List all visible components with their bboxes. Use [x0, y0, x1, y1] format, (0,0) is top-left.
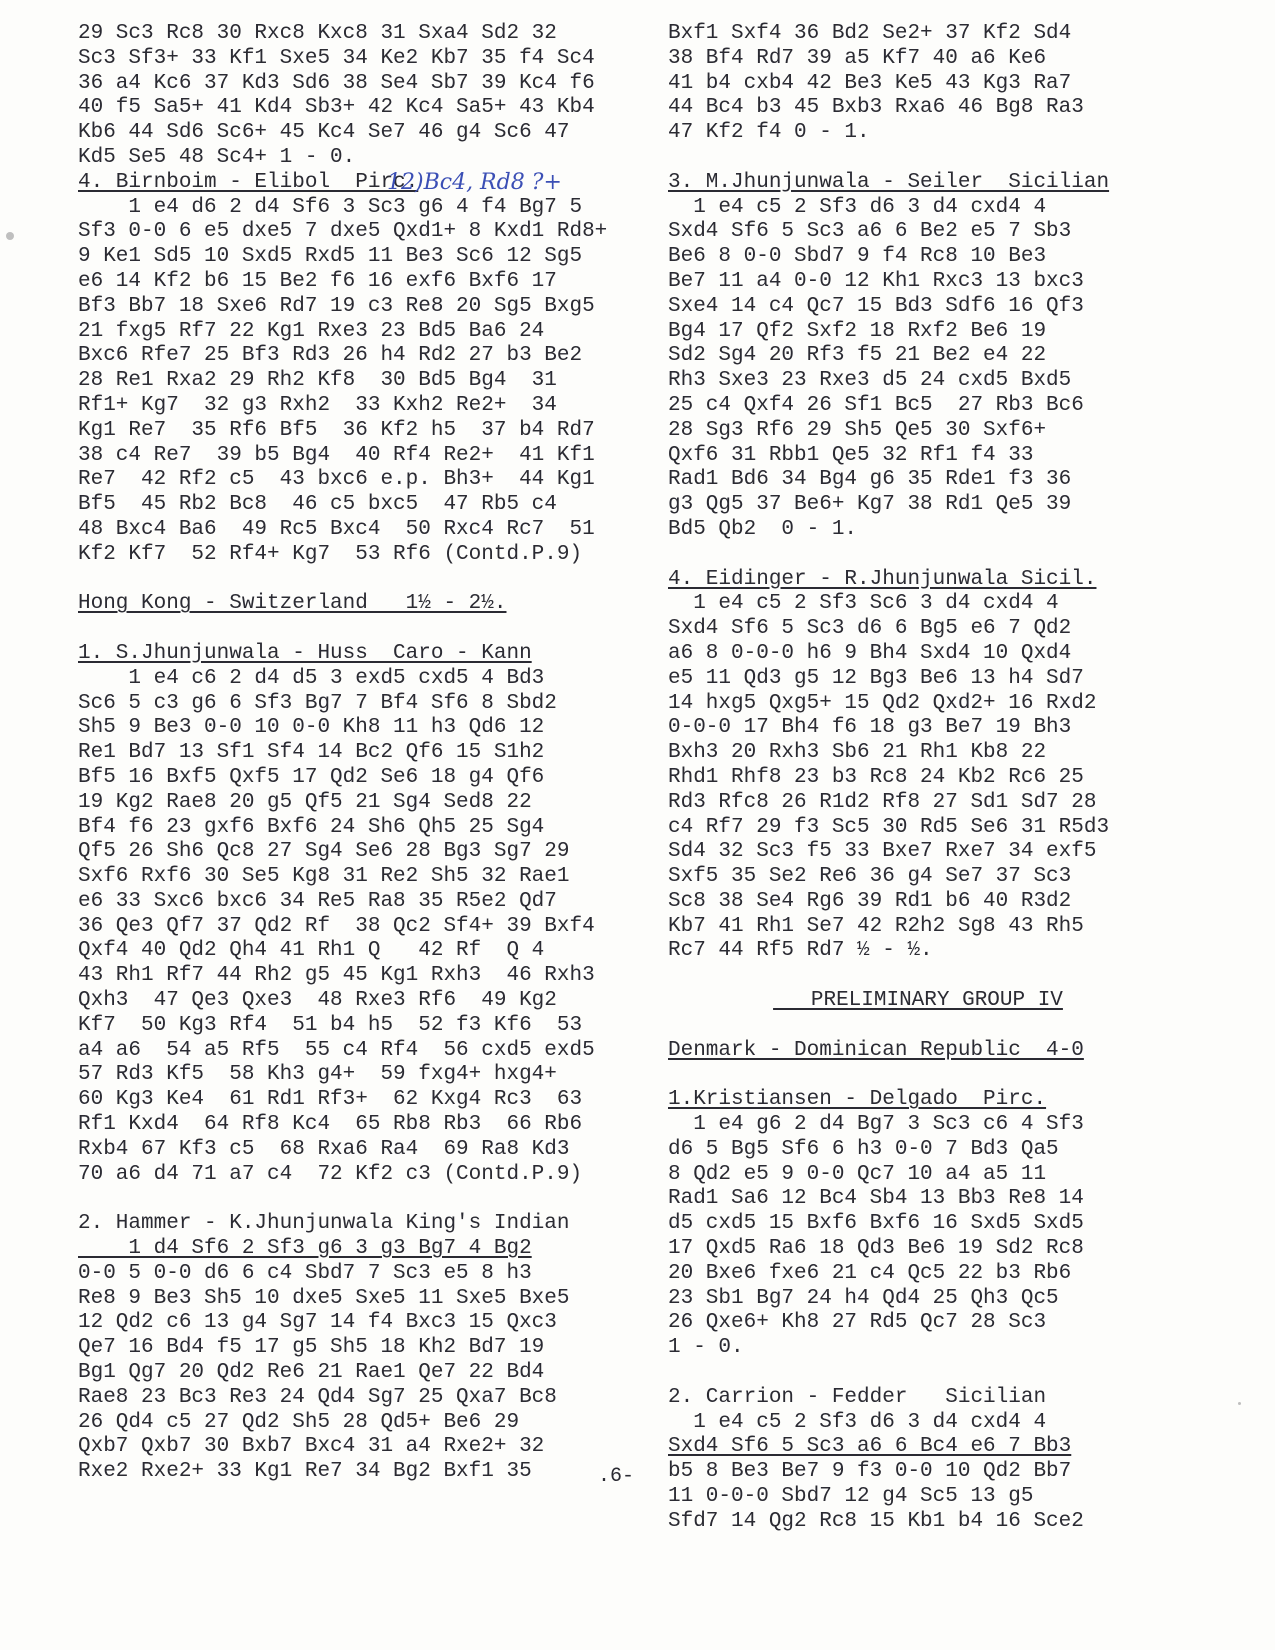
text-line: 40 f5 Sa5+ 41 Kd4 Sb3+ 42 Kc4 Sa5+ 43 Kb4: [78, 96, 595, 120]
text-line: 1 e4 g6 2 d4 Bg7 3 Sc3 c6 4 Sf3: [668, 1113, 1084, 1137]
text-line: 44 Bc4 b3 45 Bxb3 Rxa6 46 Bg8 Ra3: [668, 96, 1084, 120]
text-line: Bf5 16 Bxf5 Qxf5 17 Qd2 Se6 18 g4 Qf6: [78, 765, 545, 789]
text-line: 70 a6 d4 71 a7 c4 72 Kf2 c3 (Contd.P.9): [78, 1162, 583, 1186]
text-line: PRELIMINARY GROUP IV: [773, 989, 1063, 1013]
text-line: 57 Rd3 Kf5 58 Kh3 g4+ 59 fxg4+ hxg4+: [78, 1063, 557, 1087]
text-line: [668, 146, 1168, 171]
text-line: Kb7 41 Rh1 Se7 42 R2h2 Sg8 43 Rh5: [668, 914, 1084, 938]
text-line: a4 a6 54 a5 Rf5 55 c4 Rf4 56 cxd5 exd5: [78, 1038, 595, 1062]
text-line: 1 e4 d6 2 d4 Sf6 3 Sc3 g6 4 f4 Bg7 5: [78, 195, 583, 219]
text-line: Kg1 Re7 35 Rf6 Bf5 36 Kf2 h5 37 b4 Rd7: [78, 418, 595, 442]
text-line: Rc7 44 Rf5 Rd7 ½ - ½.: [668, 939, 933, 963]
text-line: 36 Qe3 Qf7 37 Qd2 Rf 38 Qc2 Sf4+ 39 Bxf4: [78, 914, 595, 938]
text-line: Sc6 5 c3 g6 6 Sf3 Bg7 7 Bf4 Sf6 8 Sbd2: [78, 691, 557, 715]
text-line: e6 14 Kf2 b6 15 Be2 f6 16 exf6 Bxf6 17: [78, 269, 557, 293]
text-line: Re1 Bd7 13 Sf1 Sf4 14 Bc2 Qf6 15 S1h2: [78, 741, 545, 765]
text-line: 4. Eidinger - R.Jhunjunwala Sicil.: [668, 567, 1097, 591]
right-column: [668, 22, 1168, 1535]
text-line: Rh3 Sxe3 23 Rxe3 d5 24 cxd5 Bxd5: [668, 369, 1072, 393]
text-line: 26 Qxe6+ Kh8 27 Rd5 Qc7 28 Sc3: [668, 1311, 1047, 1335]
text-line: Sxd4 Sf6 5 Sc3 a6 6 Bc4 e6 7 Bb3: [668, 1435, 1072, 1459]
text-line: Bxh3 20 Rxh3 Sb6 21 Rh1 Kb8 22: [668, 741, 1047, 765]
text-line: Sf3 0-0 6 e5 dxe5 7 dxe5 Qxd1+ 8 Kxd1 Rd8+: [78, 220, 608, 244]
text-line: Rd3 Rfc8 26 R1d2 Rf8 27 Sd1 Sd7 28: [668, 790, 1097, 814]
text-line: 3. M.Jhunjunwala - Seiler Sicilian: [668, 170, 1110, 194]
text-line: 1 d4 Sf6 2 Sf3 g6 3 g3 Bg7 4 Bg2: [78, 1237, 532, 1261]
text-line: Rad1 Sa6 12 Bc4 Sb4 13 Bb3 Re8 14: [668, 1187, 1084, 1211]
text-line: Bxc6 Rfe7 25 Bf3 Rd3 26 h4 Rd2 27 b3 Be2: [78, 344, 583, 368]
text-line: a6 8 0-0-0 h6 9 Bh4 Sxd4 10 Qxd4: [668, 641, 1072, 665]
text-line: Qxb7 Qxb7 30 Bxb7 Bxc4 31 a4 Rxe2+ 32: [78, 1435, 545, 1459]
text-line: 38 c4 Re7 39 b5 Bg4 40 Rf4 Re2+ 41 Kf1: [78, 443, 595, 467]
text-line: 1 e4 c5 2 Sf3 Sc6 3 d4 cxd4 4: [668, 592, 1059, 616]
text-line: d5 cxd5 15 Bxf6 Bxf6 16 Sxd5 Sxd5: [668, 1212, 1084, 1236]
text-line: Sxd4 Sf6 5 Sc3 a6 6 Be2 e5 7 Sb3: [668, 220, 1072, 244]
left-column: [78, 22, 638, 1485]
text-line: Kb6 44 Sd6 Sc6+ 45 Kc4 Se7 46 g4 Sc6 47: [78, 121, 570, 145]
text-line: 4. Birnboim - Elibol Pirc.: [78, 170, 419, 194]
text-line: Rae8 23 Bc3 Re3 24 Qd4 Sg7 25 Qxa7 Bc8: [78, 1385, 557, 1409]
text-line: b5 8 Be3 Be7 9 f3 0-0 10 Qd2 Bb7: [668, 1460, 1072, 1484]
text-line: 20 Bxe6 fxe6 21 c4 Qc5 22 b3 Rb6: [668, 1261, 1072, 1285]
text-line: Qxf4 40 Qd2 Qh4 41 Rh1 Q 42 Rf Q 4: [78, 939, 545, 963]
text-line: Sxf6 Rxf6 30 Se5 Kg8 31 Re2 Sh5 32 Rae1: [78, 865, 570, 889]
text-line: Rhd1 Rhf8 23 b3 Rc8 24 Kb2 Rc6 25: [668, 765, 1084, 789]
text-line: 1.Kristiansen - Delgado Pirc.: [668, 1088, 1047, 1112]
text-line: c4 Rf7 29 f3 Sc5 30 Rd5 Se6 31 R5d3: [668, 815, 1110, 839]
text-line: 12 Qd2 c6 13 g4 Sg7 14 f4 Bxc3 15 Qxc3: [78, 1311, 557, 1335]
text-line: Re8 9 Be3 Sh5 10 dxe5 Sxe5 11 Sxe5 Bxe5: [78, 1286, 570, 1310]
text-line: 11 0-0-0 Sbd7 12 g4 Sc5 13 g5: [668, 1485, 1034, 1509]
text-line: Rad1 Bd6 34 Bg4 g6 35 Rde1 f3 36: [668, 468, 1072, 492]
text-line: Sfd7 14 Qg2 Rc8 15 Kb1 b4 16 Sce2: [668, 1509, 1084, 1533]
text-line: Sxe4 14 c4 Qc7 15 Bd3 Sdf6 16 Qf3: [668, 294, 1084, 318]
text-line: [78, 568, 638, 593]
text-line: 60 Kg3 Ke4 61 Rd1 Rf3+ 62 Kxg4 Rc3 63: [78, 1088, 583, 1112]
text-line: Sc3 Sf3+ 33 Kf1 Sxe5 34 Ke2 Kb7 35 f4 Sc4: [78, 46, 595, 70]
text-line: d6 5 Bg5 Sf6 6 h3 0-0 7 Bd3 Qa5: [668, 1137, 1059, 1161]
text-line: 1 e4 c5 2 Sf3 d6 3 d4 cxd4 4: [668, 1410, 1047, 1434]
text-line: Qxf6 31 Rbb1 Qe5 32 Rf1 f4 33: [668, 443, 1034, 467]
text-line: Sxf5 35 Se2 Re6 36 g4 Se7 37 Sc3: [668, 865, 1072, 889]
text-line: Sd2 Sg4 20 Rf3 f5 21 Be2 e4 22: [668, 344, 1047, 368]
text-line: [668, 1063, 1168, 1088]
text-line: 48 Bxc4 Ba6 49 Rc5 Bxc4 50 Rxc4 Rc7 51: [78, 517, 595, 541]
text-line: [668, 543, 1168, 568]
text-line: Re7 42 Rf2 c5 43 bxc6 e.p. Bh3+ 44 Kg1: [78, 468, 595, 492]
text-line: Kf2 Kf7 52 Rf4+ Kg7 53 Rf6 (Contd.P.9): [78, 542, 583, 566]
text-line: [668, 964, 1168, 989]
text-line: Bg4 17 Qf2 Sxf2 18 Rxf2 Be6 19: [668, 319, 1047, 343]
text-line: Sxd4 Sf6 5 Sc3 d6 6 Bg5 e6 7 Qd2: [668, 617, 1072, 641]
text-line: 36 a4 Kc6 37 Kd3 Sd6 38 Se4 Sb7 39 Kc4 f6: [78, 71, 595, 95]
text-line: Be6 8 0-0 Sbd7 9 f4 Rc8 10 Be3: [668, 245, 1047, 269]
text-line: Bxf1 Sxf4 36 Bd2 Se2+ 37 Kf2 Sd4: [668, 22, 1072, 45]
text-line: Bg1 Qg7 20 Qd2 Re6 21 Rae1 Qe7 22 Bd4: [78, 1361, 545, 1385]
text-line: Rxb4 67 Kf3 c5 68 Rxa6 Ra4 69 Ra8 Kd3: [78, 1137, 570, 1161]
text-line: Bd5 Qb2 0 - 1.: [668, 517, 858, 541]
text-line: 28 Sg3 Rf6 29 Sh5 Qe5 30 Sxf6+: [668, 418, 1047, 442]
text-line: 1 e4 c6 2 d4 d5 3 exd5 cxd5 4 Bd3: [78, 666, 545, 690]
text-line: Sd4 32 Sc3 f5 33 Bxe7 Rxe7 34 exf5: [668, 840, 1097, 864]
text-line: [78, 1187, 638, 1212]
text-line: 23 Sb1 Bg7 24 h4 Qd4 25 Qh3 Qc5: [668, 1286, 1059, 1310]
text-line: 1 e4 c5 2 Sf3 d6 3 d4 cxd4 4: [668, 195, 1047, 219]
text-line: Hong Kong - Switzerland 1½ - 2½.: [78, 592, 507, 616]
text-line: 28 Re1 Rxa2 29 Rh2 Kf8 30 Bd5 Bg4 31: [78, 369, 557, 393]
text-line: Qe7 16 Bd4 f5 17 g5 Sh5 18 Kh2 Bd7 19: [78, 1336, 545, 1360]
text-line: 38 Bf4 Rd7 39 a5 Kf7 40 a6 Ke6: [668, 46, 1047, 70]
text-line: 19 Kg2 Rae8 20 g5 Qf5 21 Sg4 Sed8 22: [78, 790, 532, 814]
text-line: [668, 1014, 1168, 1039]
text-line: g3 Qg5 37 Be6+ Kg7 38 Rd1 Qe5 39: [668, 493, 1072, 517]
text-line: 17 Qxd5 Ra6 18 Qd3 Be6 19 Sd2 Rc8: [668, 1237, 1084, 1261]
text-line: [78, 617, 638, 642]
scan-speck: [1238, 1402, 1241, 1405]
text-line: 25 c4 Qxf4 26 Sf1 Bc5 27 Rb3 Bc6: [668, 393, 1084, 417]
handwritten-note: 12)Bc4, Rd8 ?+: [387, 170, 562, 195]
text-line: 9 Ke1 Sd5 10 Sxd5 Rxd5 11 Be3 Sc6 12 Sg5: [78, 245, 583, 269]
text-line: Sc8 38 Se4 Rg6 39 Rd1 b6 40 R3d2: [668, 889, 1072, 913]
text-line: 1 - 0.: [668, 1336, 744, 1360]
text-line: e6 33 Sxc6 bxc6 34 Re5 Ra8 35 R5e2 Qd7: [78, 889, 557, 913]
text-line: Rf1+ Kg7 32 g3 Rxh2 33 Kxh2 Re2+ 34: [78, 393, 557, 417]
text-line: Be7 11 a4 0-0 12 Kh1 Rxc3 13 bxc3: [668, 269, 1084, 293]
text-line: Kd5 Se5 48 Sc4+ 1 - 0.: [78, 145, 356, 169]
text-line: 8 Qd2 e5 9 0-0 Qc7 10 a4 a5 11: [668, 1162, 1047, 1186]
text-line: 26 Qd4 c5 27 Qd2 Sh5 28 Qd5+ Be6 29: [78, 1410, 520, 1434]
scan-speck: [6, 232, 14, 240]
text-line: 0-0 5 0-0 d6 6 c4 Sbd7 7 Sc3 e5 8 h3: [78, 1261, 532, 1285]
text-line: Qf5 26 Sh6 Qc8 27 Sg4 Se6 28 Bg3 Sg7 29: [78, 840, 570, 864]
text-line: 0-0-0 17 Bh4 f6 18 g3 Be7 19 Bh3: [668, 716, 1072, 740]
text-line: Rf1 Kxd4 64 Rf8 Kc4 65 Rb8 Rb3 66 Rb6: [78, 1113, 583, 1137]
text-line: Kf7 50 Kg3 Rf4 51 b4 h5 52 f3 Kf6 53: [78, 1013, 583, 1037]
text-line: 21 fxg5 Rf7 22 Kg1 Rxe3 23 Bd5 Ba6 24: [78, 319, 545, 343]
text-line: 14 hxg5 Qxg5+ 15 Qd2 Qxd2+ 16 Rxd2: [668, 691, 1097, 715]
text-line: 41 b4 cxb4 42 Be3 Ke5 43 Kg3 Ra7: [668, 71, 1072, 95]
text-line: Bf5 45 Rb2 Bc8 46 c5 bxc5 47 Rb5 c4: [78, 493, 557, 517]
page-number: .6-: [598, 1465, 635, 1488]
text-line: Qxh3 47 Qe3 Qxe3 48 Rxe3 Rf6 49 Kg2: [78, 989, 557, 1013]
text-line: 2. Hammer - K.Jhunjunwala King's Indian: [78, 1212, 570, 1236]
text-line: 47 Kf2 f4 0 - 1.: [668, 121, 870, 145]
text-line: Sh5 9 Be3 0-0 10 0-0 Kh8 11 h3 Qd6 12: [78, 716, 545, 740]
text-line: 43 Rh1 Rf7 44 Rh2 g5 45 Kg1 Rxh3 46 Rxh3: [78, 964, 595, 988]
text-line: Denmark - Dominican Republic 4-0: [668, 1038, 1084, 1062]
text-line: Bf4 f6 23 gxf6 Bxf6 24 Sh6 Qh5 25 Sg4: [78, 815, 545, 839]
text-line: 29 Sc3 Rc8 30 Rxc8 Kxc8 31 Sxa4 Sd2 32: [78, 22, 557, 45]
text-line: [668, 1361, 1168, 1386]
text-line: 1. S.Jhunjunwala - Huss Caro - Kann: [78, 641, 532, 665]
text-line: Bf3 Bb7 18 Sxe6 Rd7 19 c3 Re8 20 Sg5 Bxg5: [78, 294, 595, 318]
text-line: e5 11 Qd3 g5 12 Bg3 Be6 13 h4 Sd7: [668, 666, 1084, 690]
text-line: 2. Carrion - Fedder Sicilian: [668, 1385, 1047, 1409]
text-line: Rxe2 Rxe2+ 33 Kg1 Re7 34 Bg2 Bxf1 35: [78, 1460, 532, 1484]
